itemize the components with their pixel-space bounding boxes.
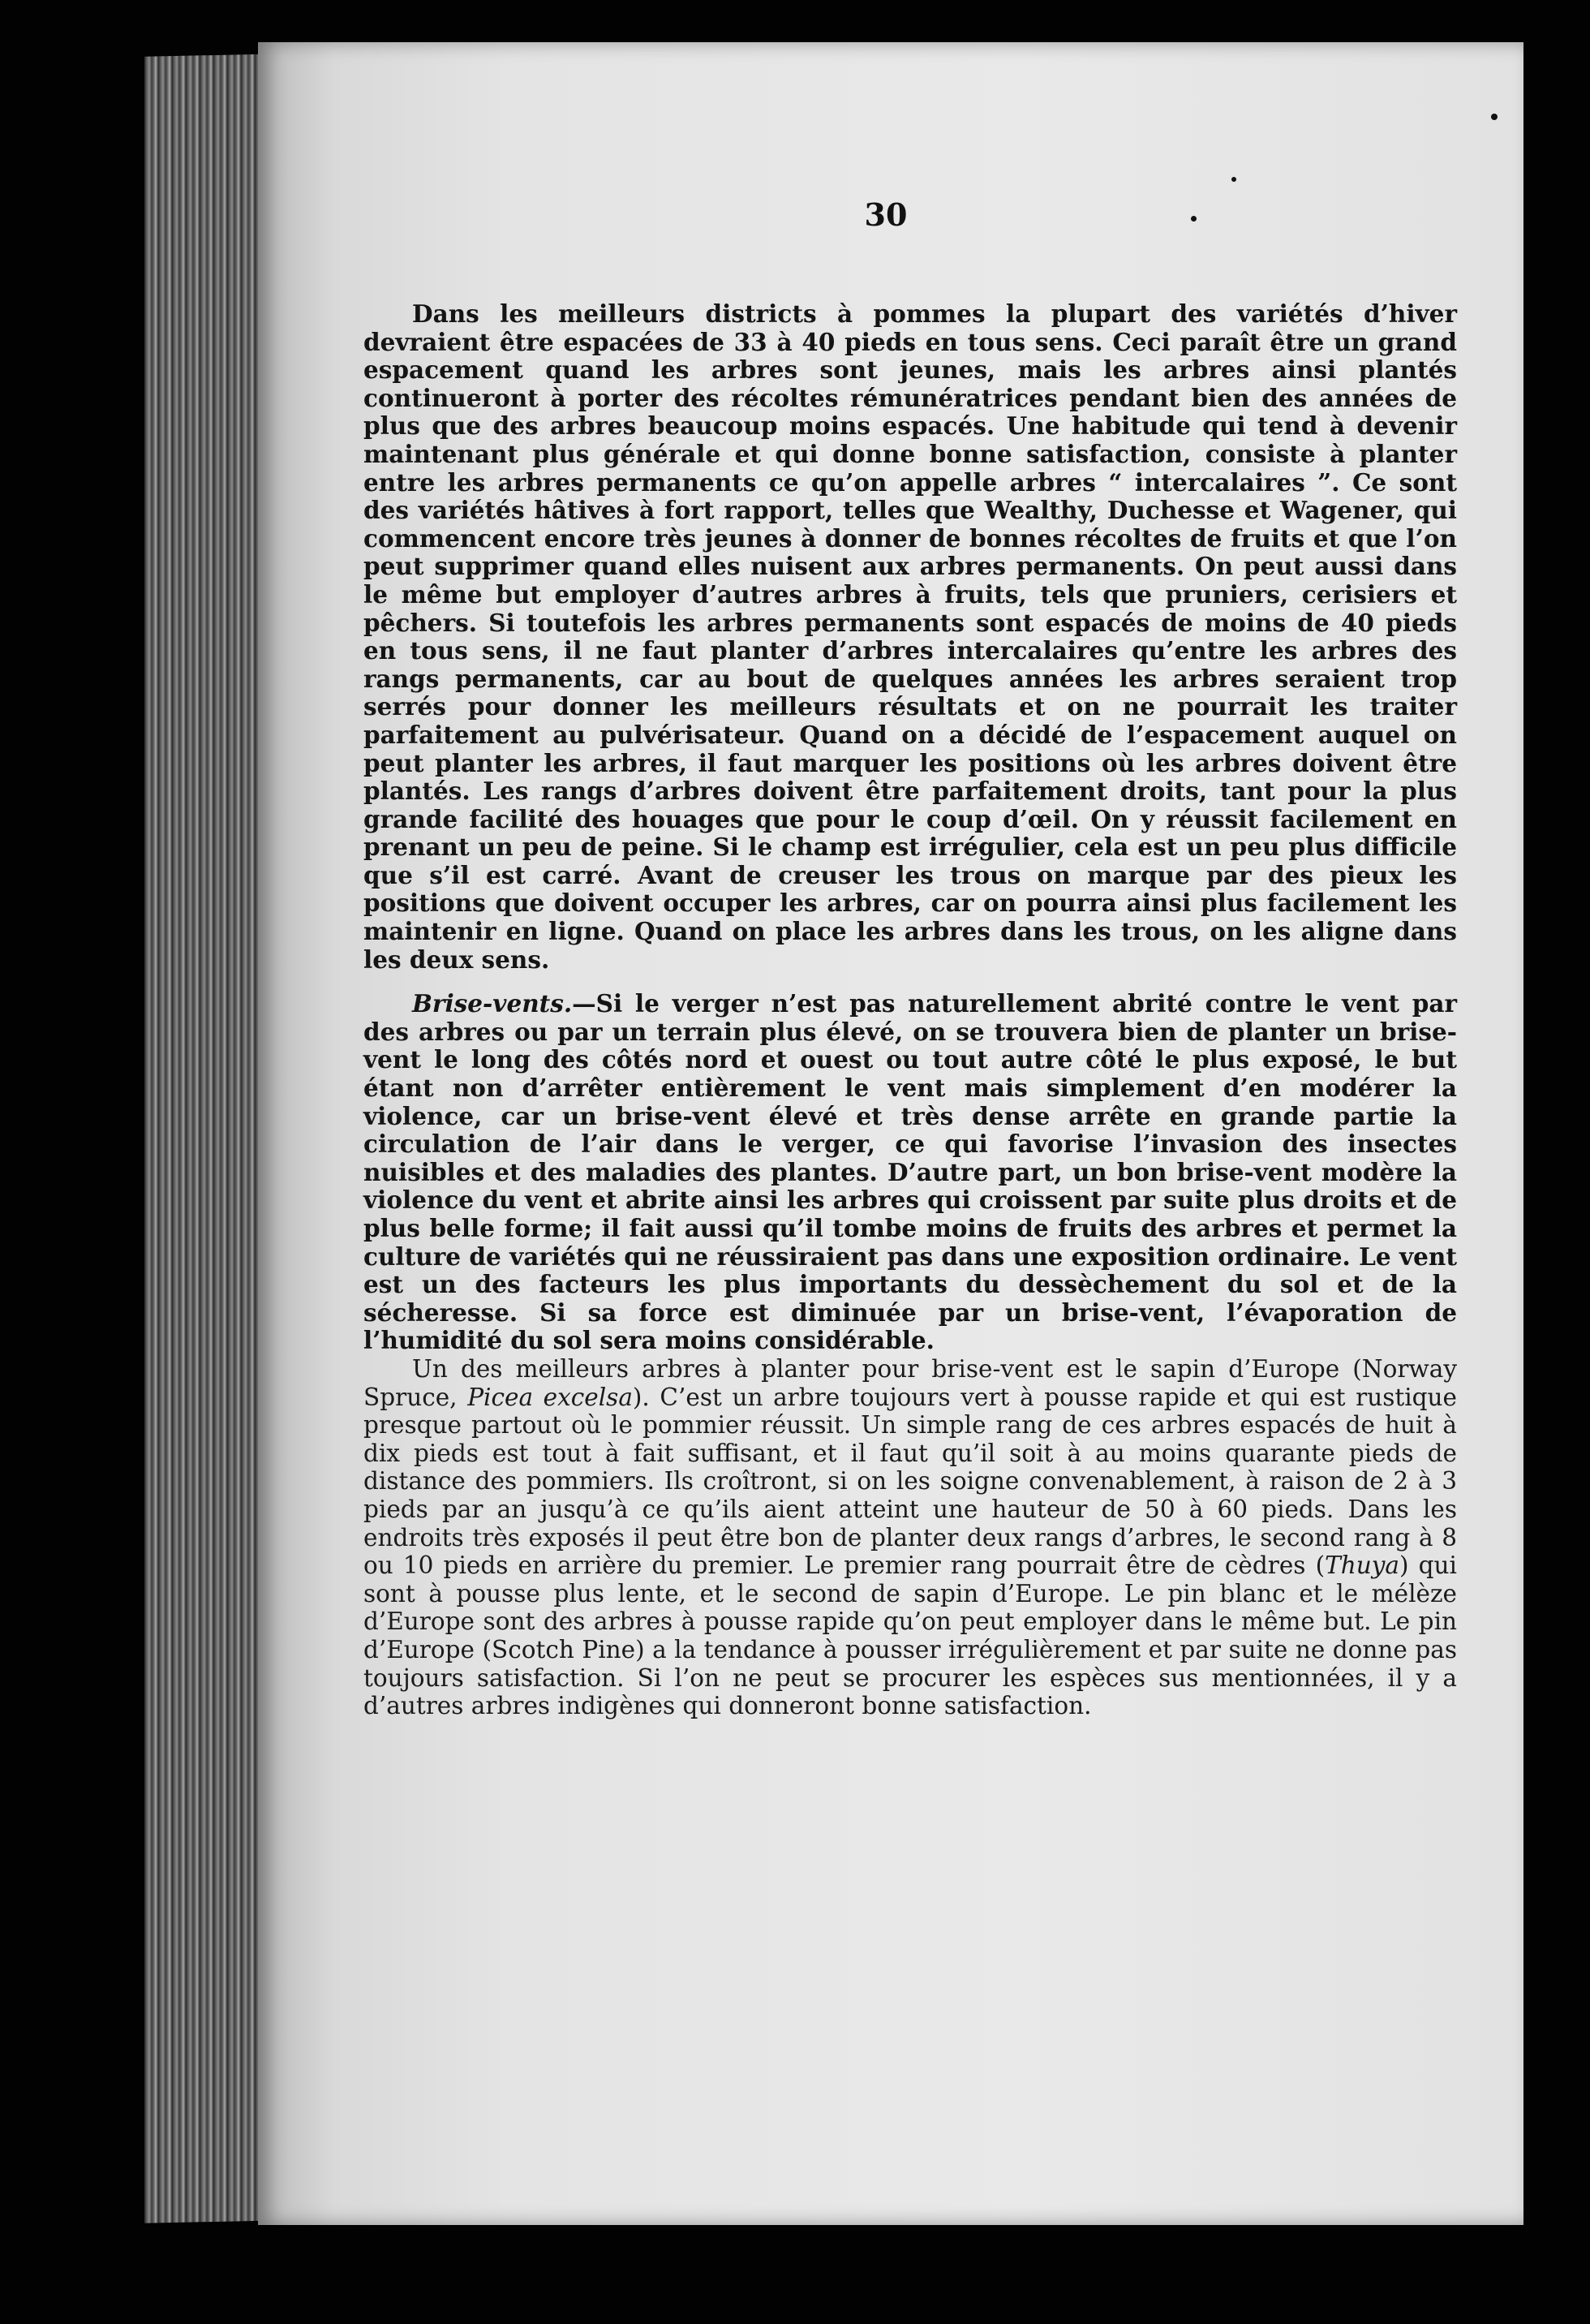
paragraph-text: Un des meilleurs arbres à planter pour brise-vent est le sapin d’Europe (Norway Spruce,	[363, 1354, 1457, 1411]
section-heading: Brise-vents.	[412, 989, 573, 1018]
scan-speck	[1491, 114, 1498, 120]
page-number: 30	[864, 196, 908, 233]
species-name: Picea excelsa	[467, 1383, 633, 1411]
paragraph-text: ) qui sont à pousse plus lente, et le second de sapin d’Europe. Le pin blanc et le mélèze d’Europe sont des arbres à pousse rapide qu’on peut employer dans le même but. Le pin d’Europe (Scotch Pine) a la tendance à pousser irrégulièrement et par suite ne donne pas toujours satisfaction. Si l’on ne peut se procurer les espèces sus mentionnées, il y a d’autres arbres indigènes qui donneront bonne satisfaction.	[363, 1551, 1457, 1720]
paragraph-brise-vents	[363, 990, 1457, 1355]
scan-speck	[1231, 177, 1236, 182]
document-page	[258, 42, 1523, 2225]
paragraph-text: ). C’est un arbre toujours vert à pousse rapide et qui est rustique presque partout où le pommier réussit. Un simple rang de ces arbres espacés de huit à dix pieds est tout à fait suffisant, et il faut qu’il soit à au moins quarante pieds de distance des pommiers. Ils croîtront, si on les soigne convenablement, à raison de 2 à 3 pieds par an jusqu’à ce qu’ils aient atteint une hauteur de 50 à 60 pieds. Dans les endroits très exposés il peut être bon de planter deux rangs d’arbres, le second rang à 8 ou 10 pieds en arrière du premier. Le premier rang pourrait être de cèdres (	[363, 1383, 1457, 1580]
paragraph-text: —Si le verger n’est pas naturellement abrité contre le vent par des arbres ou par un terrain plus élevé, on se trouvera bien de planter un brise-vent le long des côtés nord et ouest ou tout autre côté le plus exposé, le but étant non d’arrêter entièrement le vent mais simplement d’en modérer la violence, car un brise-vent élevé et très dense arrête en grande partie la circulation de l’air dans le verger, ce qui favorise l’invasion des insectes nuisibles et des maladies des plantes. D’autre part, un bon brise-vent modère la violence du vent et abrite ainsi les arbres qui croissent par suite plus droits et de plus belle forme; il fait aussi qu’il tombe moins de fruits des arbres et permet la culture de variétés qui ne réussiraient pas dans une exposition ordinaire. Le vent est un des facteurs les plus importants du dessèchement du sol et de la sécheresse. Si sa force est diminuée par un brise-vent, l’évaporation de l’humidité du sol sera moins considérable.	[363, 989, 1457, 1355]
species-name: Thuya	[1325, 1551, 1400, 1580]
body-text	[363, 300, 1457, 1720]
paragraph	[363, 300, 1457, 974]
paragraph-text: Dans les meilleurs districts à pommes la plupart des variétés d’hiver devraient être espacées de 33 à 40 pieds en tous sens. Ceci paraît être un grand espacement quand les arbres sont jeunes, mais les arbres ainsi plantés continueront à porter des récoltes rémunératrices pendant bien des années de plus que des arbres beaucoup moins espacés. Une habitude qui tend à devenir maintenant plus générale et qui donne bonne satisfaction, consiste à planter entre les arbres permanents ce qu’on appelle arbres “ intercalaires ”. Ce sont des variétés hâtives à fort rapport, telles que Wealthy, Duchesse et Wagener, qui commencent encore très jeunes à donner de bonnes récoltes de fruits et que l’on peut supprimer quand elles nuisent aux arbres permanents. On peut aussi dans le même but employer d’autres arbres à fruits, tels que pruniers, cerisiers et pêchers. Si toutefois les arbres permanents sont espacés de moins de 40 pieds en tous sens, il ne faut planter d’arbres intercalaires qu’entre les arbres des rangs permanents, car au bout de quelques années les arbres seraient trop serrés pour donner les meilleurs résultats et on ne pourrait les traiter parfaitement au pulvérisateur. Quand on a décidé de l’espacement auquel on peut planter les arbres, il faut marquer les positions où les arbres doivent être plantés. Les rangs d’arbres doivent être parfaitement droits, tant pour la plus grande facilité des houages que pour le coup d’œil. On y réussit facilement en prenant un peu de peine. Si le champ est irrégulier, cela est un peu plus difficile que s’il est carré. Avant de creuser les trous on marque par des pieux les positions que doivent occuper les arbres, car on pourra ainsi plus facilement les maintenir en ligne. Quand on place les arbres dans les trous, on les aligne dans les deux sens.	[363, 299, 1457, 974]
paragraph	[363, 1355, 1457, 1720]
